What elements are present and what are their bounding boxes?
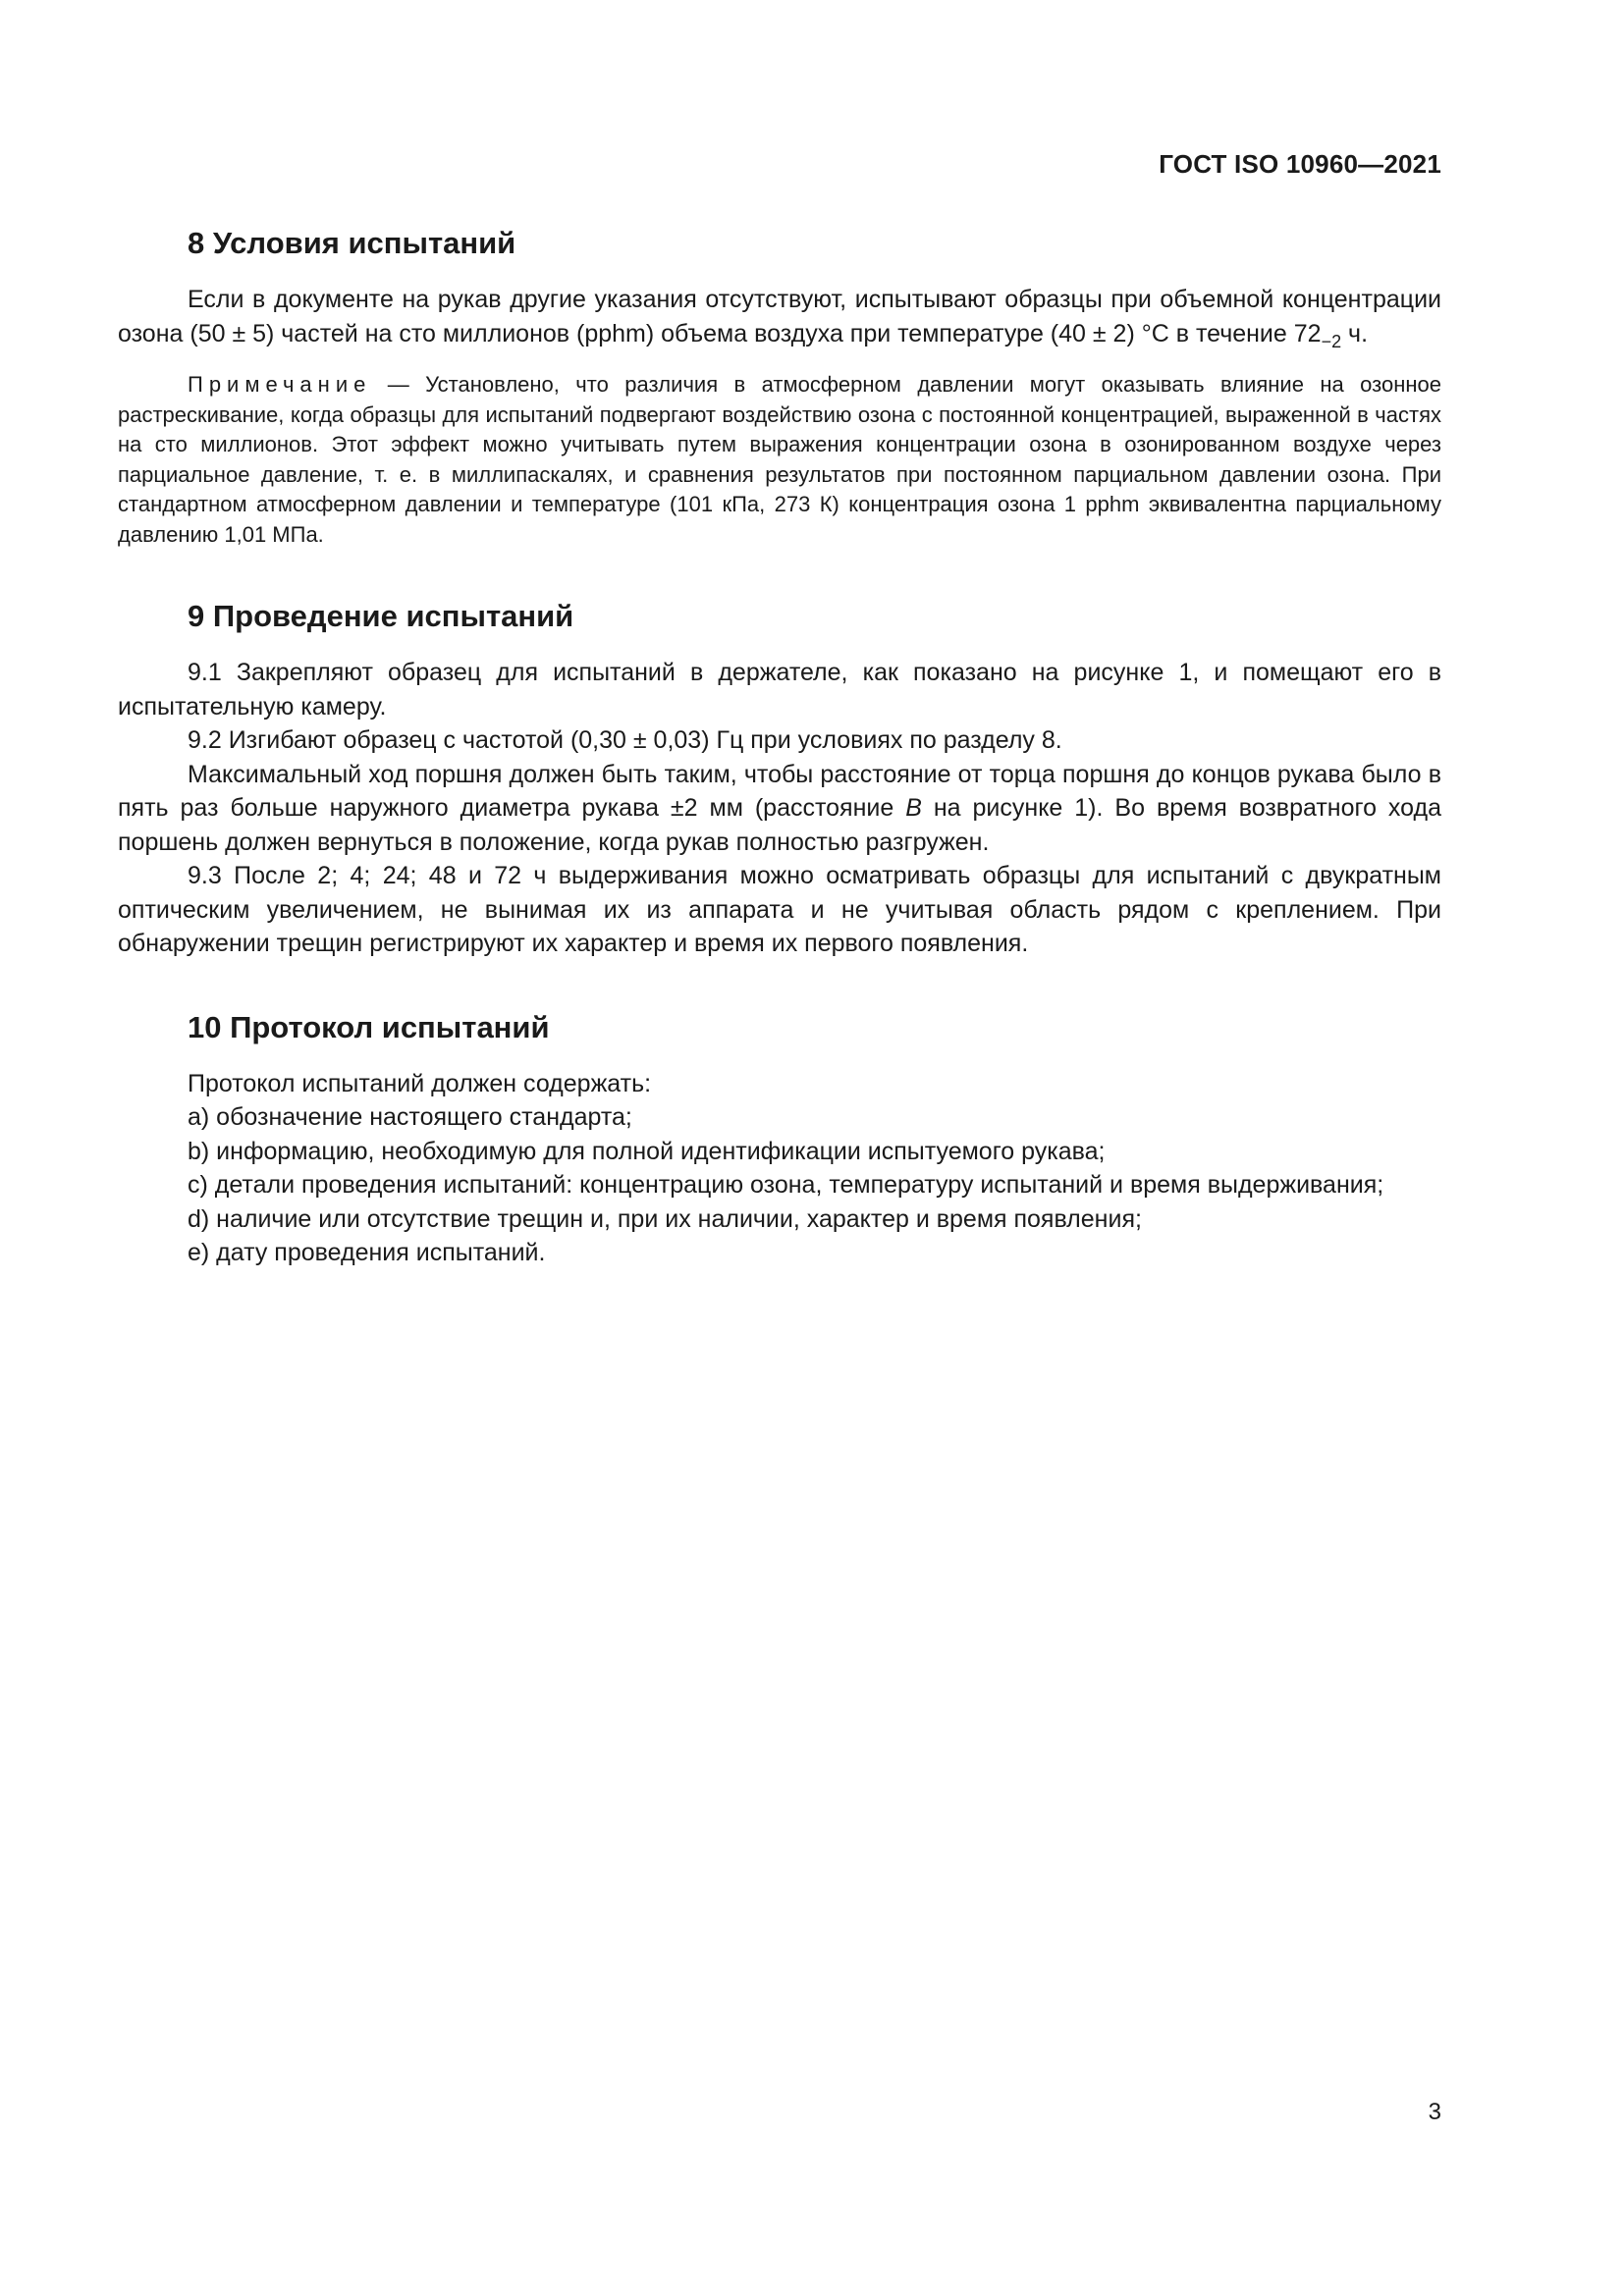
section-8-paragraph xyxy=(118,283,1441,358)
section-10-heading: 10 Протокол испытаний xyxy=(188,1009,550,1044)
section-8-note xyxy=(118,370,1441,550)
note-label: Примечание xyxy=(188,372,372,397)
section-8-heading: 8 Условия испытаний xyxy=(188,226,516,260)
running-header: ГОСТ ISO 10960—2021 xyxy=(1159,149,1441,179)
stroke-text-end: на рисунке 1). Во время возвратного хода поршень должен вернуться в положение, когда рукав полностью разгружен. xyxy=(118,794,1441,856)
report-item-c: c) детали проведения испытаний: концентрацию озона, температуру испытаний и время выдерживания; xyxy=(188,1171,1384,1199)
clause-9-3: 9.3 После 2; 4; 24; 48 и 72 ч выдерживания можно осматривать образцы для испытаний с двукратным оптическим увеличением, не вынимая их из аппарата и не учитывая область рядом с креплением. При обнаружении трещин регистрируют их характер и время их первого появления. xyxy=(118,862,1441,957)
section-9-heading: 9 Проведение испытаний xyxy=(188,599,574,633)
page-number: 3 xyxy=(1428,2099,1441,2125)
report-intro: Протокол испытаний должен содержать: xyxy=(188,1069,652,1097)
section-8-text: Если в документе на рукав другие указания отсутствуют, испытывают образцы при объемной концентрации озона (50 ± 5) частей на сто миллионов (pphm) объема воздуха при температуре (40 ± 2) °С в течение 72 xyxy=(118,286,1441,347)
clause-9-2-stroke xyxy=(118,758,1441,860)
note-text: — Установлено, что различия в атмосферном давлении могут оказывать влияние на озонное растрескивание, когда образцы для испытаний подвергают воздействию озона с постоянной концентрацией, выраженной в частях на сто миллионов. Этот эффект можно учитывать путем выражения концентрации озона в озонированном воздухе через парциальное давление, т. е. в миллипаскалях, и сравнения результатов при постоянном парциальном давлении озона. При стандартном атмосферном давлении и температуре (101 кПа, 273 К) концентрация озона 1 pphm эквивалентна парциальному давлению 1,01 МПа. xyxy=(118,372,1441,547)
report-item-e: e) дату проведения испытаний. xyxy=(188,1239,546,1266)
clause-9-2: 9.2 Изгибают образец с частотой (0,30 ± 0,03) Гц при условиях по разделу 8. xyxy=(188,726,1062,754)
report-item-d: d) наличие или отсутствие трещин и, при их наличии, характер и время появления; xyxy=(188,1204,1142,1233)
section-8-text-end: ч. xyxy=(1341,319,1369,347)
page-content xyxy=(118,224,1441,1270)
section-gap xyxy=(118,550,1441,597)
tolerance-subscript: −2 xyxy=(1321,331,1342,351)
stroke-text: Максимальный ход поршня должен быть таким, чтобы расстояние от торца поршня до концов рукава было в пять раз больше наружного диаметра рукава ±2 мм (расстояние xyxy=(118,760,1441,822)
distance-symbol: В xyxy=(905,794,922,822)
clause-9-1: 9.1 Закрепляют образец для испытаний в держателе, как показано на рисунке 1, и помещают его в испытательную камеру. xyxy=(118,659,1441,721)
report-item-a: a) обозначение настоящего стандарта; xyxy=(188,1103,632,1131)
section-gap xyxy=(118,961,1441,1008)
report-item-b: b) информацию, необходимую для полной идентификации испытуемого рукава; xyxy=(188,1137,1106,1165)
